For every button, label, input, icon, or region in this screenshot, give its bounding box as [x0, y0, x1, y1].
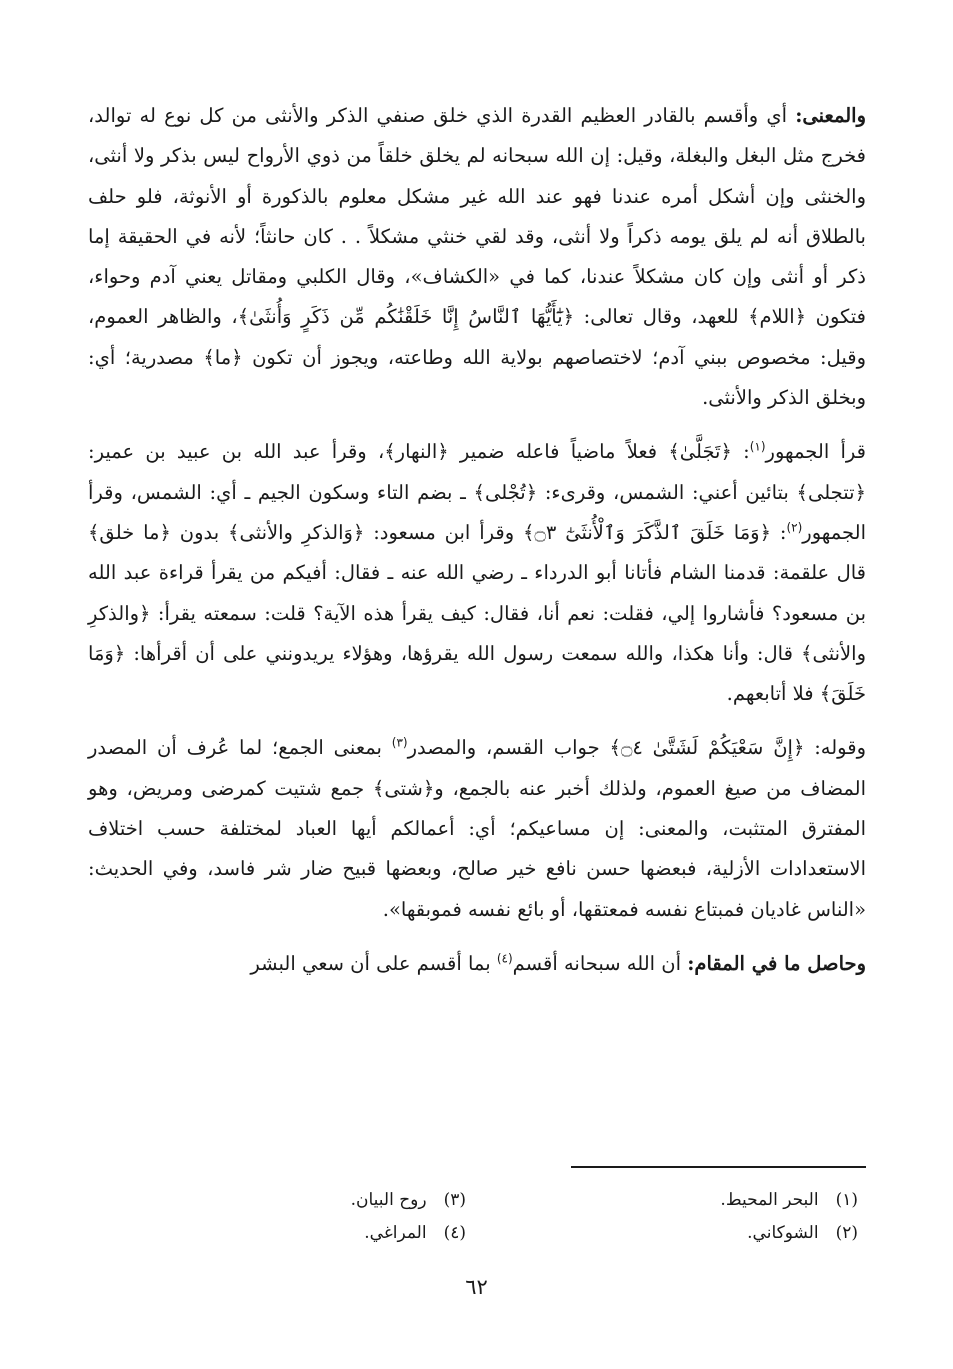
footnote-number: (١)	[835, 1190, 858, 1210]
footnote-number: (٢)	[835, 1223, 858, 1243]
footnote-item	[106, 1184, 466, 1217]
paragraph-meaning	[88, 96, 866, 418]
paragraph-text: بمعنى الجمع؛ لما عُرف أن المصدر المضاف من صيغ العموم، ولذلك أخبر عنه بالجمع، و﴿شتى﴾ جمع شتيت كمرضى ومريض، وهو المفترق المتثبت، والمعنى: إن مساعيكم؛ أي: أعمالكم أيها العباد لمختلفة حسب اختلاف الاستعدادات الأزلية، فبعضها حسن نافع خير صالح، وبعضها قبيح ضار شر فاسد، وفي الحديث: «الناس غاديان فمبتاع نفسه فمعتقها، أو بائع نفسه فموبقها».	[88, 736, 866, 921]
footnote-text: البحر المحيط.	[720, 1190, 819, 1210]
paragraph-summary	[88, 944, 866, 984]
footnote-ref[interactable]: (٢)	[786, 520, 803, 535]
paragraph-text: : ﴿تَجَلَّىٰ﴾ فعلاً ماضياً فاعله ضمير ﴿النهار﴾، وقرأ عبد الله بن عبيد بن عمير: ﴿تتجلى﴾ بتائين أعني: الشمس، وقرىء: ﴿تُجْلى﴾ ـ بضم التاء وسكون الجيم ـ أي: الشمس، وقرأ الجمهور	[88, 440, 866, 544]
footnote-ref[interactable]: (٣)	[391, 735, 408, 750]
footnote-ref[interactable]: (٤)	[496, 951, 513, 966]
footnote-divider	[571, 1166, 866, 1168]
footnote-item	[106, 1217, 466, 1250]
paragraph-text: أن الله سبحانه أقسم	[512, 951, 688, 975]
footnote-text: روح البيان.	[350, 1190, 427, 1210]
paragraph-readings	[88, 432, 866, 714]
footnote-text: الشوكاني.	[747, 1223, 819, 1243]
footnote-text: المراغي.	[364, 1223, 427, 1243]
paragraph-text: قرأ الجمهور	[765, 440, 866, 464]
footnote-number: (٤)	[443, 1223, 466, 1243]
footnotes-column-left	[106, 1184, 466, 1250]
paragraph-lead: وحاصل ما في المقام:	[687, 951, 866, 975]
paragraph-text: أي وأقسم بالقادر العظيم القدرة الذي خلق صنفي الذكر والأنثى من كل نوع له توالد، فخرج مثل البغل والبغلة، وقيل: إن الله سبحانه لم يخلق خلقاً من ذوي الأرواح ليس بذكر ولا أنثى، والخنثى وإن أشكل أمره عندنا فهو عند الله غير مشكل معلوم بالذكورة أو الأنوثة، فلو حلف بالطلاق أنه لم يلق يومه ذكراً ولا أنثى، وقد لقي خنثي مشكلاً . . كان حانثاً؛ لأنه في الحقيقة إما ذكر أو أنثى وإن كان مشكلاً عندنا، كما في «الكشاف»، وقال الكلبي ومقاتل يعني آدم وحواء، فتكون ﴿اللام﴾ للعهد، وقال تعالى: ﴿يَٰٓأَيُّهَا ٱلنَّاسُ إِنَّا خَلَقْنَٰكُم مِّن ذَكَرٍ وَأُنثَىٰ﴾، والظاهر العموم، وقيل: مخصوص ببني آدم؛ لاختصاصهم بولاية الله وطاعته، ويجوز أن تكون ﴿ما﴾ مصدرية؛ أي: وبخلق الذكر والأنثى.	[88, 104, 866, 410]
page-number: ٦٢	[465, 1275, 488, 1299]
paragraph-lead: والمعنى:	[795, 104, 866, 127]
page-body	[88, 96, 866, 984]
footnote-item	[498, 1217, 858, 1250]
paragraph-saying	[88, 728, 866, 929]
footnote-ref[interactable]: (١)	[749, 439, 766, 454]
paragraph-text: : ﴿وَمَا خَلَقَ ٱلذَّكَرَ وَٱلْأُنثَىٰٓ ۝٣﴾ وقرأ ابن مسعود: ﴿وَالذكرِ والأنثى﴾ بدون ﴿ما خلق﴾ قال علقمة: قدمنا الشام فأتانا أبو الدرداء ـ رضي الله عنه ـ فقال: أفيكم من يقرأ قراءة عبد الله بن مسعود؟ فأشاروا إلي، فقلت: نعم أنا، فقال: كيف يقرأ هذه الآية؟ قلت: سمعته يقرأ: ﴿والذكرِ والأنثى﴾ قال: وأنا هكذا، والله سمعت رسول الله يقرؤها، وهؤلاء يريدونني على أن أقرأها: ﴿وَمَا خَلَقَ﴾ فلا أتابعهم.	[88, 520, 866, 706]
footnote-item	[498, 1184, 858, 1217]
footnote-number: (٣)	[443, 1190, 466, 1210]
paragraph-text: بما أقسم على أن سعي البشر	[250, 951, 497, 975]
paragraph-text: وقوله: ﴿إِنَّ سَعْيَكُمْ لَشَتَّىٰ ۝٤﴾ جواب القسم، والمصدر	[407, 736, 866, 760]
footnotes-column-right	[498, 1184, 858, 1250]
